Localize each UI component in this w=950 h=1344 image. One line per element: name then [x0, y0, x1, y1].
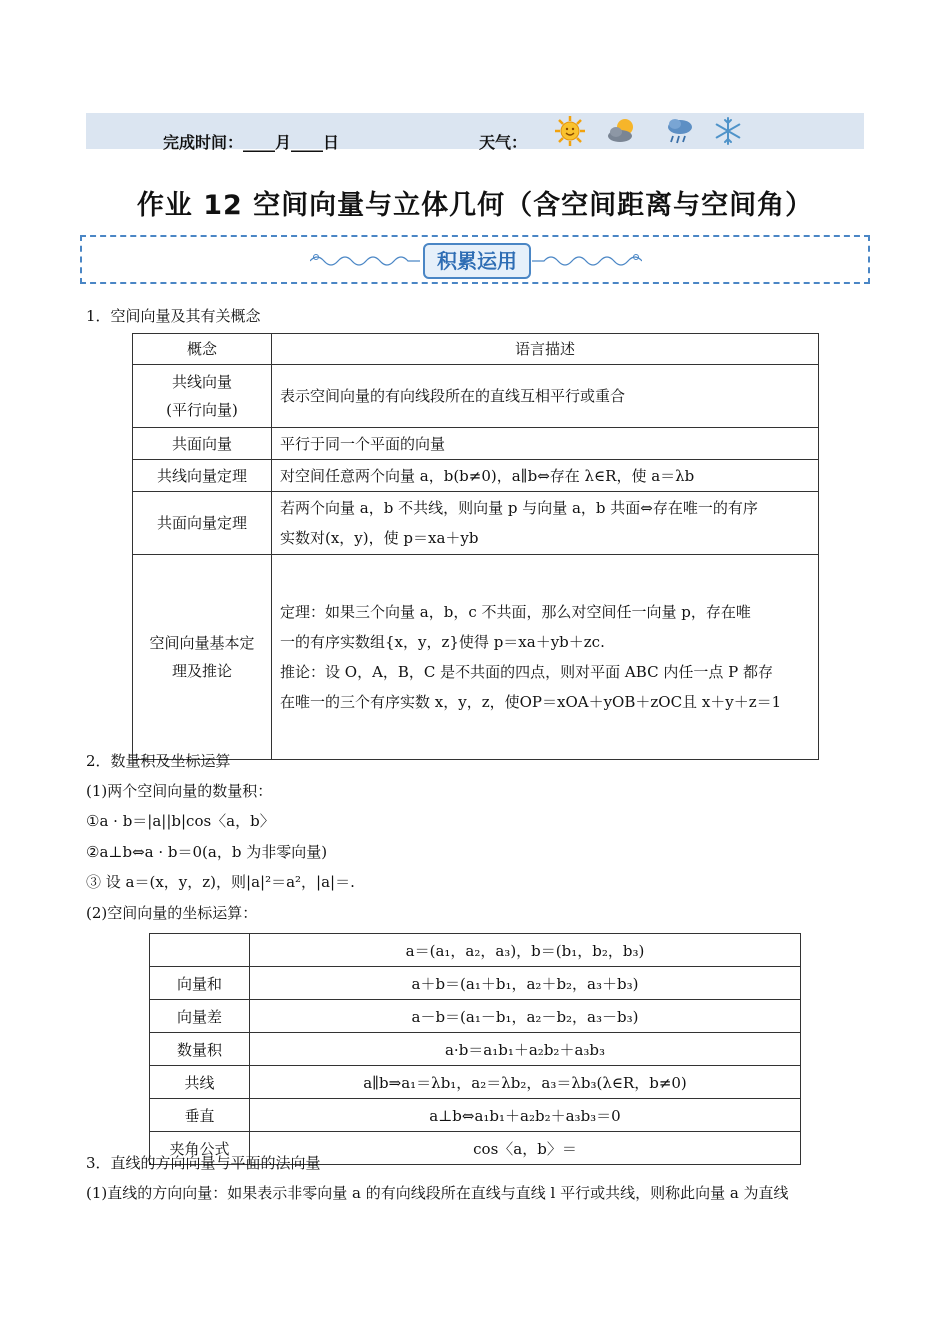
concept-cell: 理及推论: [171, 662, 232, 680]
header-cell: 语言描述: [272, 334, 819, 365]
dot-product-formula: ①a · b＝|a||b|cos〈a，b〉: [86, 812, 275, 830]
table-row: [150, 934, 801, 967]
table-row: [150, 1000, 801, 1033]
section1-heading: 1．空间向量及其有关概念: [86, 307, 261, 325]
desc-cell: 对空间任意两个向量 a，b(b≠0)，a∥b⇔存在 λ∈R，使 a＝λb: [272, 460, 819, 492]
desc-line: 推论：设 O，A，B，C 是不共面的四点，则对平面 ABC 内任一点 P 都存: [280, 663, 773, 681]
perpendicular-formula: ②a⊥b⇔a · b＝0(a，b 为非零向量): [86, 843, 328, 861]
table-row: [133, 428, 819, 460]
header-cell: 概念: [133, 334, 272, 365]
table-row: [133, 334, 819, 365]
completion-time-label: 完成时间：____月____日: [163, 133, 340, 152]
table-row: [150, 1099, 801, 1132]
section2-sub2: (2)空间向量的坐标运算：: [86, 904, 258, 922]
desc-line: 在唯一的三个有序实数 x，y，z，使OP＝xOA＋yOB＋zOC且 x＋y＋z＝1: [280, 693, 782, 711]
op-name-cell: 垂直: [150, 1099, 250, 1132]
rain-icon: [664, 115, 696, 147]
section2-sub1: (1)两个空间向量的数量积：: [86, 782, 273, 800]
table-row: [150, 1066, 801, 1099]
table-row: [150, 1033, 801, 1066]
desc-line: 实数对(x，y)，使 p＝xa＋yb: [280, 529, 479, 547]
op-formula-cell: a＝(a₁，a₂，a₃)，b＝(b₁，b₂，b₃): [250, 934, 801, 967]
snowflake-icon: [712, 115, 744, 147]
op-name-cell: 数量积: [150, 1033, 250, 1066]
right-wave-ornament: [532, 251, 642, 271]
op-formula-cell: a∥b⇒a₁＝λb₁，a₂＝λb₂，a₃＝λb₃(λ∈R，b≠0): [250, 1066, 801, 1099]
concept-cell: 空间向量基本定: [149, 634, 255, 652]
desc-line: 定理：如果三个向量 a，b，c 不共面，那么对空间任一向量 p，存在唯: [280, 603, 751, 621]
page-title: 作业 12 空间向量与立体几何（含空间距离与空间角）: [136, 190, 814, 221]
op-name-cell: 向量和: [150, 967, 250, 1000]
op-formula-cell: a·b＝a₁b₁＋a₂b₂＋a₃b₃: [250, 1033, 801, 1066]
magnitude-formula: ③ 设 a＝(x，y，z)，则|a|²＝a²，|a|＝.: [86, 873, 355, 891]
banner-title: 积累运用: [423, 243, 531, 279]
left-wave-ornament: [310, 251, 420, 271]
section3-heading: 3．直线的方向向量与平面的法向量: [86, 1154, 321, 1172]
section3-sub1: (1)直线的方向向量：如果表示非零向量 a 的有向线段所在直线与直线 l 平行或共线，则称此向量 a 为直线: [86, 1184, 789, 1202]
concepts-table: [132, 333, 819, 760]
desc-line: 一的有序实数组{x，y，z}使得 p＝xa＋yb＋zc.: [280, 633, 605, 651]
desc-cell: 平行于同一个平面的向量: [272, 428, 819, 460]
desc-cell: 表示空间向量的有向线段所在的直线互相平行或重合: [272, 365, 819, 428]
table-row: [150, 967, 801, 1000]
table-row: [133, 555, 819, 760]
sun-icon: [554, 115, 586, 147]
concept-cell: 共线向量定理: [133, 460, 272, 492]
concept-cell: 共线向量: [171, 373, 232, 391]
op-formula-cell: a⊥b⇔a₁b₁＋a₂b₂＋a₃b₃＝0: [250, 1099, 801, 1132]
op-name-cell: [150, 934, 250, 967]
op-formula-cell: cos〈a，b〉＝: [250, 1132, 801, 1165]
partly-cloudy-icon: [606, 115, 638, 147]
op-formula-cell: a＋b＝(a₁＋b₁，a₂＋b₂，a₃＋b₃): [250, 967, 801, 1000]
concept-cell: 共面向量: [133, 428, 272, 460]
concept-cell: 共面向量定理: [133, 492, 272, 555]
table-row: [133, 492, 819, 555]
desc-line: 若两个向量 a，b 不共线，则向量 p 与向量 a，b 共面⇔存在唯一的有序: [280, 499, 758, 517]
op-formula-cell: a－b＝(a₁－b₁，a₂－b₂，a₃－b₃): [250, 1000, 801, 1033]
table-row: [133, 365, 819, 428]
op-name-cell: 夹角公式: [150, 1132, 250, 1165]
op-name-cell: 共线: [150, 1066, 250, 1099]
table-row: [133, 460, 819, 492]
section2-heading: 2．数量积及坐标运算: [86, 752, 231, 770]
weather-label: 天气：: [479, 133, 528, 152]
header-bar: [86, 113, 864, 152]
concept-cell: (平行向量): [166, 401, 238, 419]
op-name-cell: 向量差: [150, 1000, 250, 1033]
coordinate-ops-table: [149, 933, 801, 1165]
section-banner: [80, 235, 870, 284]
